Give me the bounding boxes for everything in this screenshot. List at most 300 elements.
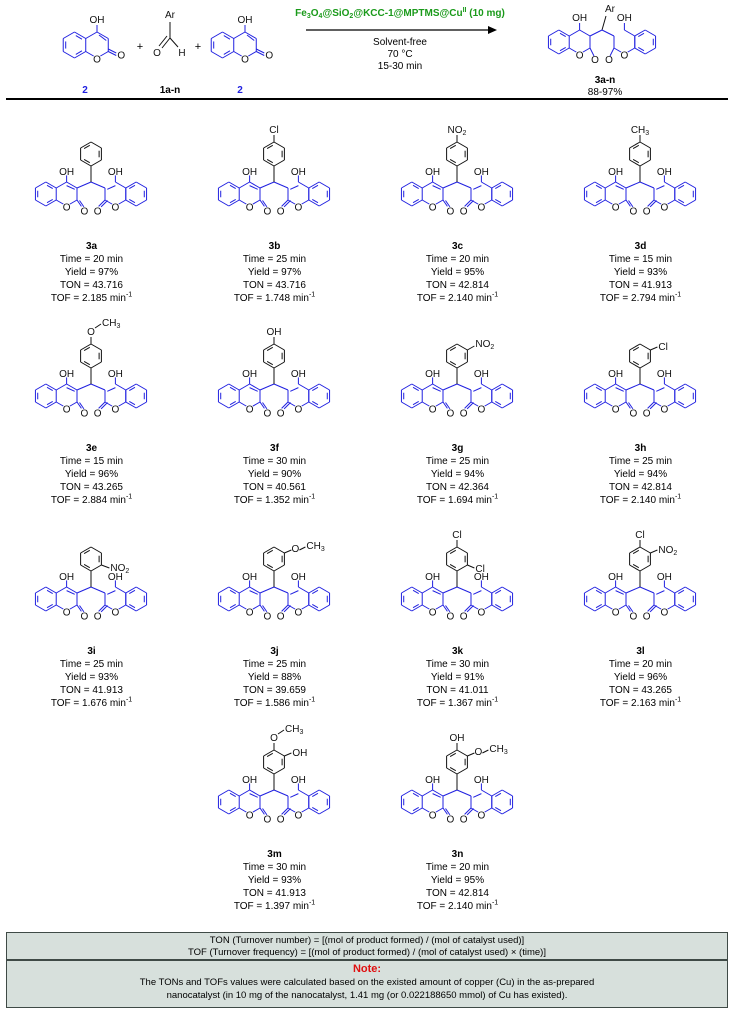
tof-value: [366, 494, 549, 507]
ring-bond: [35, 605, 45, 611]
tof-value: [549, 494, 732, 507]
ring-bond: [218, 384, 228, 390]
ton-tof-definitions: [7, 933, 727, 959]
methoxy-o-label: O: [87, 327, 95, 338]
molecule: [35, 318, 146, 419]
bridge-bond: [260, 182, 274, 188]
ring-bond: [640, 142, 650, 148]
substituent-label: OH: [266, 327, 282, 338]
ring-bond: [401, 182, 411, 188]
ton-value: TON = 42.814: [609, 482, 672, 493]
product-id: 3e: [85, 443, 98, 454]
reaction-time: Time = 15 min: [59, 456, 124, 467]
product-structure-3l: [549, 509, 732, 647]
methyl-label: $CH_3$: [102, 318, 121, 330]
bridge-bond: [443, 587, 457, 593]
ton-value: TON = 42.364: [426, 482, 489, 493]
ring-bond: [640, 160, 650, 166]
product-id: 3b: [268, 241, 281, 252]
product-card-3n: [366, 712, 549, 913]
tof-value: [183, 292, 366, 305]
ring-bond: [584, 384, 594, 390]
hydroxyl-label: OH: [616, 13, 632, 24]
tof-definition: TOF (Turnover frequency) = [(mol of product formed) / (mol of catalyst used) × (time)]: [188, 947, 546, 958]
ring-o-label: O: [62, 404, 71, 416]
hydroxyl-label: OH: [107, 571, 123, 583]
carbonyl-bond: [467, 606, 473, 612]
reaction-time: Time = 20 min: [425, 254, 490, 265]
bridge-bond: [274, 587, 288, 593]
ring-o-label: O: [241, 54, 249, 66]
tof-text: TOF = 2.140 min: [416, 901, 492, 912]
bridge-bond: [260, 790, 274, 796]
product-card-3l: [549, 509, 732, 710]
hydroxyl-label: OH: [608, 368, 624, 380]
double-bond: [290, 591, 298, 595]
bridge-bond: [457, 790, 471, 796]
carbonyl-bond: [467, 809, 473, 815]
tof-unit-exponent: -1: [491, 493, 499, 501]
ring-o-label: O: [611, 404, 620, 416]
ring-o-label: O: [660, 404, 669, 416]
hydroxyl-label: OH: [473, 166, 489, 178]
substituent-bond: [467, 346, 474, 350]
ring-bond: [274, 768, 284, 774]
ring-o-label: O: [245, 607, 254, 619]
ring-bond: [319, 808, 329, 814]
ring-bond: [67, 587, 77, 593]
ring-bond: [274, 344, 284, 350]
product-id: 3n: [451, 849, 464, 860]
ring-o-label: O: [477, 607, 486, 619]
molecule: [218, 327, 329, 419]
hydroxyl-label: OH: [242, 368, 258, 380]
ring-bond: [298, 790, 308, 796]
product-id: 3k: [451, 646, 464, 657]
ring-o-label: O: [111, 607, 120, 619]
tof-text: TOF = 1.352 min: [233, 495, 309, 506]
substituent-bond: [467, 753, 474, 756]
tof-unit-exponent: -1: [674, 291, 682, 299]
ring-o-label: O: [477, 202, 486, 214]
hydroxyl-label: OH: [89, 15, 105, 26]
ring-bond: [136, 182, 146, 188]
ring-bond: [74, 32, 85, 39]
ton-value: TON = 41.913: [609, 280, 672, 291]
ton-value: TON = 43.265: [609, 685, 672, 696]
reaction-yield: Yield = 97%: [64, 267, 119, 278]
ring-bond: [274, 750, 284, 756]
carbonyl-o-label: O: [276, 611, 285, 623]
molecule: [584, 125, 695, 217]
ring-bond: [56, 182, 66, 188]
reaction-yield: Yield = 91%: [430, 672, 485, 683]
product-structure-3e: [0, 306, 183, 444]
ton-value: TON = 42.814: [426, 280, 489, 291]
hydroxyl-label: OH: [425, 166, 441, 178]
hydroxyl-label: OH: [425, 368, 441, 380]
ring-bond: [433, 384, 443, 390]
substituent-bond: [299, 547, 305, 550]
ring-bond: [91, 547, 101, 553]
note-line-2: nanocatalyst (in 10 mg of the nanocatalyst, 1.41 mg (or 0.022188650 mmol) of Cu has existed).: [166, 990, 568, 1001]
product-structure-3m: [183, 712, 366, 850]
hydroxyl-label: OH: [59, 571, 75, 583]
ring-bond: [457, 142, 467, 148]
product-card-3j: [183, 509, 366, 710]
methoxy-o-label: O: [474, 747, 483, 758]
ring-bond: [91, 160, 101, 166]
ring-bond: [401, 808, 411, 814]
reaction-time: Time = 25 min: [59, 659, 124, 670]
ring-bond: [91, 362, 101, 368]
double-bond: [473, 591, 481, 595]
ring-bond: [433, 182, 443, 188]
carbonyl-o-label: O: [263, 611, 272, 623]
ton-value: TON = 41.913: [243, 888, 306, 899]
substituent-bond: [482, 750, 488, 753]
bridge-bond: [274, 384, 288, 390]
reaction-time: Time = 30 min: [242, 862, 307, 873]
tof-value: [183, 900, 366, 913]
ring-bond: [548, 48, 558, 54]
carbonyl-o-label: O: [93, 408, 102, 420]
tof-text: TOF = 2.884 min: [50, 495, 126, 506]
ring-o-label: O: [477, 404, 486, 416]
ring-o-label: O: [611, 202, 620, 214]
hydroxyl-label: OH: [572, 13, 588, 24]
substituent-bond: [650, 347, 657, 350]
hydroxyl-label: OH: [107, 166, 123, 178]
ring-bond: [218, 808, 228, 814]
methyl-label: $CH_3$: [306, 541, 325, 553]
bridge-bond: [443, 182, 457, 188]
carbonyl-bond: [101, 201, 107, 207]
ring-bond: [211, 52, 222, 59]
reaction-time: Time = 30 min: [242, 456, 307, 467]
substituent-bond: [101, 565, 109, 568]
bridge-bond: [260, 384, 274, 390]
ring-bond: [136, 200, 146, 206]
hydroxyl-label: OH: [107, 368, 123, 380]
molecule: [584, 530, 695, 622]
ring-bond: [239, 182, 249, 188]
carbonyl-o-label: O: [446, 408, 455, 420]
tof-value: [0, 697, 183, 710]
tof-unit-exponent: -1: [491, 291, 499, 299]
ring-bond: [433, 587, 443, 593]
ring-bond: [422, 790, 432, 796]
ring-bond: [319, 587, 329, 593]
reaction-time: Time = 20 min: [425, 862, 490, 873]
ring-bond: [274, 142, 284, 148]
ring-bond: [502, 182, 512, 188]
reaction-time: Time = 15 min: [608, 254, 673, 265]
ring-bond: [457, 344, 467, 350]
tof-unit-exponent: -1: [674, 696, 682, 704]
ring-bond: [685, 402, 695, 408]
product-id: 3l: [636, 646, 645, 657]
ring-bond: [56, 587, 66, 593]
tof-text: TOF = 2.163 min: [599, 698, 675, 709]
carbonyl-o-label: O: [605, 55, 613, 66]
ring-bond: [548, 30, 558, 36]
carbonyl-o-label: O: [459, 611, 468, 623]
ring-o-label: O: [294, 810, 303, 822]
ring-o-label: O: [245, 202, 254, 214]
double-bond: [290, 388, 298, 392]
ring-bond: [91, 344, 101, 350]
ring-bond: [218, 587, 228, 593]
reactant-2-left-label: 2: [82, 85, 88, 96]
ring-o-label: O: [611, 607, 620, 619]
bridge-bond: [274, 790, 288, 796]
ring-bond: [274, 565, 284, 571]
bond: [170, 38, 178, 47]
aryl-bond: [602, 16, 606, 30]
ring-bond: [319, 790, 329, 796]
ring-o-label: O: [62, 202, 71, 214]
hydroxyl-label: OH: [473, 571, 489, 583]
ring-bond: [457, 565, 467, 571]
tof-text: TOF = 1.748 min: [233, 293, 309, 304]
carbonyl-o-label: O: [265, 50, 274, 62]
ring-bond: [319, 402, 329, 408]
bridge-bond: [590, 30, 602, 36]
double-bond: [473, 794, 481, 798]
scheme-divider: [6, 98, 728, 100]
hydroxyl-label: OH: [656, 368, 672, 380]
ton-value: TON = 43.265: [60, 482, 123, 493]
ring-bond: [239, 587, 249, 593]
ring-bond: [115, 587, 125, 593]
ring-bond: [35, 402, 45, 408]
carbonyl-o-label: O: [459, 814, 468, 826]
molecule: [35, 142, 146, 217]
chloro-label: Cl: [658, 342, 668, 353]
product-card-3i: [0, 509, 183, 710]
carbonyl-bond: [467, 201, 473, 207]
tof-value: [0, 292, 183, 305]
double-bond: [656, 186, 664, 190]
hydroxyl-label: OH: [290, 166, 306, 178]
plus-sign: +: [136, 41, 144, 53]
ring-bond: [67, 182, 77, 188]
ring-bond: [481, 182, 491, 188]
ring-bond: [640, 344, 650, 350]
catalyst-label: $Fe_3O_4@SiO_2@KCC-1@MPTMS@Cu^{II}$ (10 mg): [295, 7, 505, 20]
ring-bond: [218, 605, 228, 611]
ring-bond: [319, 200, 329, 206]
double-bond: [473, 186, 481, 190]
bridge-bond: [443, 384, 457, 390]
ring-o-label: O: [93, 54, 101, 66]
product-structure-3h: [549, 306, 732, 444]
hydroxyl-label: OH: [290, 368, 306, 380]
ring-bond: [502, 402, 512, 408]
ring-bond: [664, 587, 674, 593]
carbonyl-o-label: O: [642, 206, 651, 218]
bridge-bond: [457, 587, 471, 593]
aldehyde-o-label: O: [153, 48, 161, 59]
ring-bond: [664, 182, 674, 188]
ton-value: TON = 41.913: [60, 685, 123, 696]
ring-bond: [319, 182, 329, 188]
substituent-bond: [278, 730, 284, 734]
ring-bond: [35, 182, 45, 188]
ring-o-label: O: [428, 810, 437, 822]
bridge-bond: [640, 182, 654, 188]
product-structure-3a: [0, 104, 183, 242]
substituent-label: $CH_3$: [630, 125, 650, 137]
carbonyl-o-label: O: [276, 206, 285, 218]
ring-bond: [56, 384, 66, 390]
ring-bond: [616, 587, 626, 593]
plus-sign: +: [194, 41, 202, 53]
ring-bond: [457, 547, 467, 553]
methyl-label: $CH_3$: [285, 724, 304, 736]
ring-bond: [401, 384, 411, 390]
bridge-bond: [640, 384, 654, 390]
carbonyl-o-label: O: [117, 50, 126, 62]
nitro-label: $NO_2$: [110, 563, 130, 575]
ring-bond: [645, 30, 655, 36]
ring-bond: [74, 52, 85, 59]
aldehyde-structure: [153, 10, 186, 59]
ring-bond: [640, 362, 650, 368]
ring-bond: [640, 547, 650, 553]
bridge-bond: [626, 587, 640, 593]
ring-bond: [645, 48, 655, 54]
ring-bond: [401, 605, 411, 611]
aryl-label: Ar: [605, 4, 615, 15]
carbonyl-bond: [650, 201, 656, 207]
reaction-yield: Yield = 96%: [613, 672, 668, 683]
ring-bond: [584, 200, 594, 206]
ring-bond: [136, 605, 146, 611]
methyl-label: $CH_3$: [489, 744, 508, 756]
product-card-3b: [183, 104, 366, 305]
ring-bond: [298, 182, 308, 188]
hydroxyl-label: OH: [473, 774, 489, 786]
tof-unit-exponent: -1: [125, 696, 133, 704]
definitions-box: [6, 932, 728, 1008]
product-structure-3n: [366, 712, 549, 850]
ring-bond: [35, 384, 45, 390]
product-structure-3f: [183, 306, 366, 444]
reaction-yield: Yield = 94%: [613, 469, 668, 480]
carbonyl-o-label: O: [80, 206, 89, 218]
ring-bond: [86, 32, 97, 39]
ring-o-label: O: [111, 404, 120, 416]
molecule: [218, 724, 329, 825]
ring-bond: [250, 384, 260, 390]
tof-unit-exponent: -1: [125, 493, 133, 501]
reaction-scheme: [0, 0, 734, 100]
ring-bond: [457, 768, 467, 774]
substituent-label: Cl: [635, 530, 645, 541]
ring-o-label: O: [428, 202, 437, 214]
reaction-time: Time = 25 min: [425, 456, 490, 467]
ring-bond: [605, 182, 615, 188]
carbonyl-o-label: O: [629, 611, 638, 623]
ring-bond: [91, 142, 101, 148]
hydroxyl-label: OH: [656, 571, 672, 583]
reactant-2-left: [63, 15, 125, 66]
tof-value: [183, 697, 366, 710]
ring-bond: [250, 182, 260, 188]
carbonyl-bond: [284, 606, 290, 612]
product-id: 3j: [270, 646, 279, 657]
tof-text: TOF = 2.140 min: [599, 495, 675, 506]
condition-solvent: Solvent-free: [373, 37, 427, 48]
carbonyl-o-label: O: [276, 408, 285, 420]
ring-bond: [211, 32, 222, 39]
tof-unit-exponent: -1: [308, 696, 316, 704]
condition-temperature: 70 °C: [387, 49, 413, 60]
substituent-bond: [650, 550, 657, 553]
product-id: 3d: [634, 241, 647, 252]
carbonyl-o-label: O: [446, 814, 455, 826]
ring-bond: [401, 402, 411, 408]
ring-bond: [136, 384, 146, 390]
molecule: [218, 541, 329, 622]
ton-definition: TON (Turnover number) = [(mol of product formed) / (mol of catalyst used)]: [209, 935, 525, 946]
product-id: 3h: [634, 443, 647, 454]
double-bond: [107, 591, 115, 595]
carbonyl-o-label: O: [93, 611, 102, 623]
product-structure: [548, 4, 655, 66]
ring-bond: [502, 605, 512, 611]
hydroxyl-label: OH: [656, 166, 672, 178]
carbonyl-bond: [159, 36, 167, 46]
ring-o-label: O: [294, 404, 303, 416]
ring-bond: [481, 790, 491, 796]
ring-bond: [584, 587, 594, 593]
product-structure-3g: [366, 306, 549, 444]
ring-o-label: O: [62, 607, 71, 619]
carbonyl-bond: [101, 403, 107, 409]
product-id: 3f: [270, 443, 279, 454]
note-heading: Note:: [352, 963, 382, 975]
substituent-bond: [284, 550, 291, 553]
substituent-bond: [284, 753, 291, 756]
tof-text: TOF = 2.140 min: [416, 293, 492, 304]
bridge-bond: [91, 587, 105, 593]
ring-bond: [422, 384, 432, 390]
product-label: 3a-n: [594, 75, 616, 86]
product-id: 3g: [451, 443, 464, 454]
tof-text: TOF = 2.185 min: [50, 293, 126, 304]
ring-o-label: O: [294, 607, 303, 619]
ring-bond: [584, 605, 594, 611]
carbonyl-o-label: O: [642, 408, 651, 420]
reaction-time: Time = 20 min: [59, 254, 124, 265]
molecule: [401, 530, 512, 622]
nitro-label: $NO_2$: [658, 545, 678, 557]
molecule: [401, 733, 512, 825]
ring-bond: [115, 182, 125, 188]
product-yield-range: 88-97%: [587, 87, 623, 98]
ring-bond: [584, 402, 594, 408]
tof-value: [0, 494, 183, 507]
carbonyl-o-label: O: [263, 206, 272, 218]
ring-bond: [274, 160, 284, 166]
bridge-bond: [91, 182, 105, 188]
ring-bond: [218, 402, 228, 408]
ring-bond: [502, 790, 512, 796]
molecule: [35, 547, 146, 622]
